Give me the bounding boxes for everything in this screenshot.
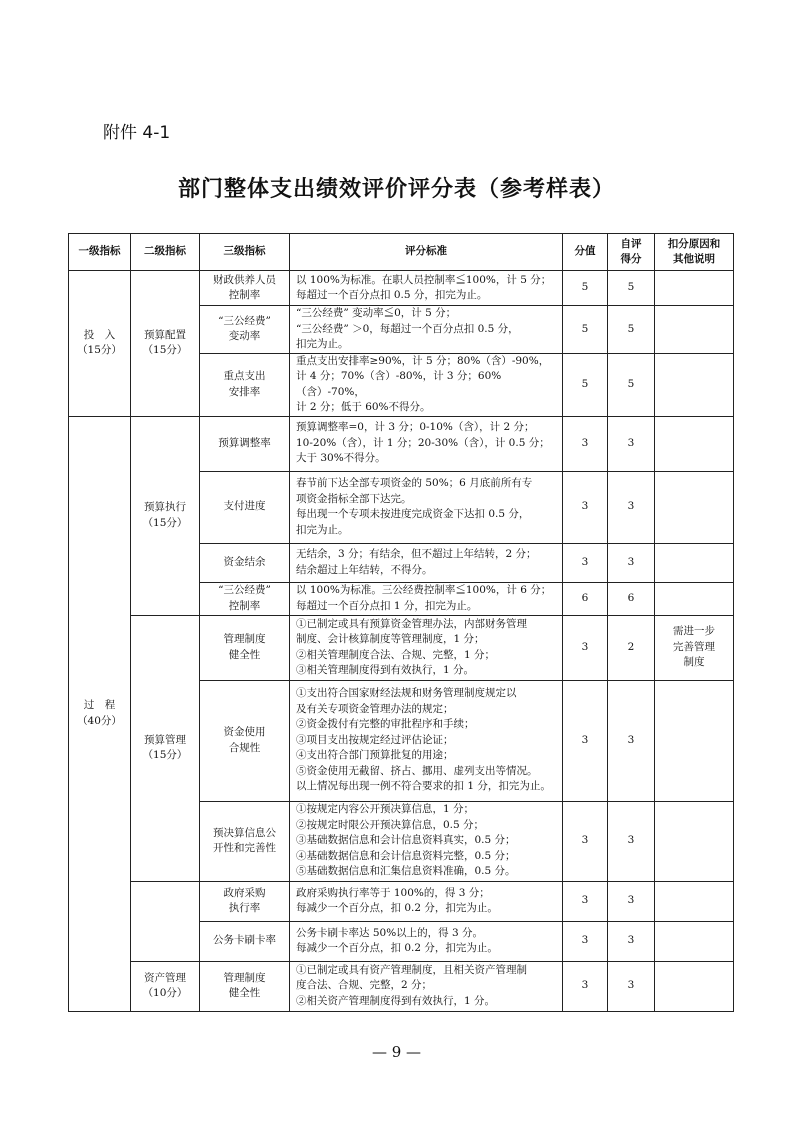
header-self-score: 自评 得分 <box>608 234 655 271</box>
score-value: 3 <box>563 416 608 471</box>
self-score: 3 <box>608 543 655 582</box>
self-score: 6 <box>608 582 655 615</box>
page-number: — 9 — <box>371 1043 422 1061</box>
table-row <box>69 881 734 921</box>
deduction-note <box>655 582 734 615</box>
deduction-note <box>655 881 734 921</box>
self-score: 5 <box>608 353 655 416</box>
scoring-standard: ①按规定内容公开预决算信息，1 分； ②按规定时限公开预决算信息，0.5 分； ③基础数据信息和会计信息资料真实，0.5 分； ④基础数据信息和会计信息资料完整，0.5 分； ⑤基础数据信息和汇集信息资料准确，0.5 分。 <box>290 801 563 881</box>
self-score: 5 <box>608 306 655 354</box>
score-value: 3 <box>563 961 608 1011</box>
level3-indicator: 重点支出 安排率 <box>200 353 290 416</box>
deduction-note <box>655 801 734 881</box>
level2-indicator: 预算执行 （15分） <box>131 416 200 615</box>
self-score: 3 <box>608 961 655 1011</box>
score-value: 6 <box>563 582 608 615</box>
deduction-note <box>655 680 734 801</box>
scoring-standard: 无结余，3 分；有结余，但不超过上年结转，2 分； 结余超过上年结转，不得分。 <box>290 543 563 582</box>
level3-indicator: 财政供养人员 控制率 <box>200 271 290 306</box>
self-score: 2 <box>608 615 655 680</box>
level3-indicator: 管理制度 健全性 <box>200 615 290 680</box>
level2-indicator: 资产管理 （10分） <box>131 961 200 1011</box>
evaluation-table <box>68 233 734 1012</box>
score-value: 3 <box>563 801 608 881</box>
level3-indicator: “三公经费” 变动率 <box>200 306 290 354</box>
self-score: 3 <box>608 801 655 881</box>
deduction-note: 需进一步 完善管理 制度 <box>655 615 734 680</box>
scoring-standard: 重点支出安排率≥90%，计 5 分；80%（含）-90%， 计 4 分；70%（含）-80%，计 3 分；60%（含）-70%， 计 2 分；低于 60%不得分。 <box>290 353 563 416</box>
score-value: 3 <box>563 881 608 921</box>
deduction-note <box>655 271 734 306</box>
self-score: 3 <box>608 921 655 961</box>
scoring-standard: 以 100%为标准。三公经费控制率≦100%，计 6 分； 每超过一个百分点扣 1 分，扣完为止。 <box>290 582 563 615</box>
self-score: 3 <box>608 416 655 471</box>
level1-indicator: 过 程 （40分） <box>69 416 131 1011</box>
deduction-note <box>655 416 734 471</box>
level3-indicator: 管理制度 健全性 <box>200 961 290 1011</box>
level1-indicator: 投 入 （15分） <box>69 271 131 417</box>
level3-indicator: 公务卡刷卡率 <box>200 921 290 961</box>
scoring-standard: “三公经费” 变动率≦0，计 5 分； “三公经费” ＞0，每超过一个百分点扣 0.5 分， 扣完为止。 <box>290 306 563 354</box>
score-value: 5 <box>563 271 608 306</box>
scoring-standard: 以 100%为标准。在职人员控制率≦100%，计 5 分； 每超过一个百分点扣 0.5 分，扣完为止。 <box>290 271 563 306</box>
level2-indicator <box>131 881 200 961</box>
self-score: 3 <box>608 471 655 543</box>
level2-indicator: 预算配置 （15分） <box>131 271 200 417</box>
deduction-note <box>655 543 734 582</box>
header-level2: 二级指标 <box>131 234 200 271</box>
score-value: 3 <box>563 615 608 680</box>
self-score: 5 <box>608 271 655 306</box>
score-value: 3 <box>563 471 608 543</box>
score-value: 5 <box>563 306 608 354</box>
self-score: 3 <box>608 680 655 801</box>
header-level1: 一级指标 <box>69 234 131 271</box>
table-header-row <box>69 234 734 271</box>
header-level3: 三级指标 <box>200 234 290 271</box>
level3-indicator: 预决算信息公 开性和完善性 <box>200 801 290 881</box>
deduction-note <box>655 353 734 416</box>
deduction-note <box>655 306 734 354</box>
scoring-standard: 政府采购执行率等于 100%的，得 3 分； 每减少一个百分点，扣 0.2 分，扣完为止。 <box>290 881 563 921</box>
level3-indicator: 资金使用 合规性 <box>200 680 290 801</box>
attachment-label: 附件 4-1 <box>103 123 171 143</box>
score-value: 3 <box>563 680 608 801</box>
table-row <box>69 615 734 680</box>
table-row <box>69 416 734 471</box>
level3-indicator: 资金结余 <box>200 543 290 582</box>
scoring-standard: ①已制定或具有预算资金管理办法，内部财务管理 制度、会计核算制度等管理制度，1 分； ②相关管理制度合法、合规、完整，1 分； ③相关管理制度得到有效执行，1 分。 <box>290 615 563 680</box>
scoring-standard: 春节前下达全部专项资金的 50%；6 月底前所有专 项资金指标全部下达完。 每出现一个专项未按进度完成资金下达扣 0.5 分， 扣完为止。 <box>290 471 563 543</box>
header-score: 分值 <box>563 234 608 271</box>
scoring-standard: ①已制定或具有资产管理制度，且相关资产管理制 度合法、合规、完整，2 分； ②相关资产管理制度得到有效执行，1 分。 <box>290 961 563 1011</box>
scoring-standard: ①支出符合国家财经法规和财务管理制度规定以 及有关专项资金管理办法的规定； ②资金拨付有完整的审批程序和手续； ③项目支出按规定经过评估论证； ④支出符合部门预算批复的用途； ⑤资金使用无截留、挤占、挪用、虚列支出等情况。 以上情况每出现一例不符合要求的扣 1 分，扣完为止。 <box>290 680 563 801</box>
self-score: 3 <box>608 881 655 921</box>
deduction-note <box>655 961 734 1011</box>
scoring-standard: 预算调整率=0，计 3 分；0-10%（含），计 2 分； 10-20%（含），计 1 分；20-30%（含），计 0.5 分； 大于 30%不得分。 <box>290 416 563 471</box>
level3-indicator: 支付进度 <box>200 471 290 543</box>
header-standard: 评分标准 <box>290 234 563 271</box>
score-value: 3 <box>563 921 608 961</box>
page-title: 部门整体支出绩效评价评分表（参考样表） <box>177 177 615 202</box>
header-note: 扣分原因和 其他说明 <box>655 234 734 271</box>
level3-indicator: 政府采购 执行率 <box>200 881 290 921</box>
deduction-note <box>655 471 734 543</box>
table-row <box>69 271 734 306</box>
level2-indicator: 预算管理 （15分） <box>131 615 200 881</box>
score-value: 3 <box>563 543 608 582</box>
level3-indicator: 预算调整率 <box>200 416 290 471</box>
level3-indicator: “三公经费” 控制率 <box>200 582 290 615</box>
deduction-note <box>655 921 734 961</box>
scoring-standard: 公务卡刷卡率达 50%以上的，得 3 分。 每减少一个百分点，扣 0.2 分，扣完为止。 <box>290 921 563 961</box>
table-row <box>69 961 734 1011</box>
score-value: 5 <box>563 353 608 416</box>
